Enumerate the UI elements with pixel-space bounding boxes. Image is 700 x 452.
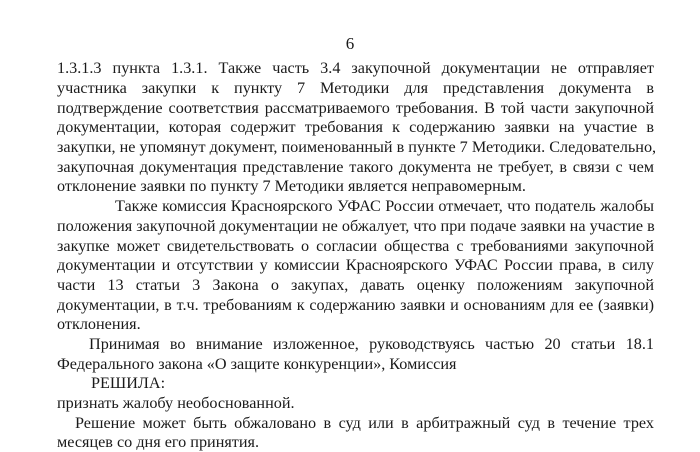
paragraph-3-line-1: Принимая во внимание изложенное, руководствуясь частью 20 статьи 18.1	[89, 335, 654, 353]
paragraph-2-line-2: положения закупочной документации не обжалует, что при подаче заявки на участие в	[57, 217, 655, 235]
paragraph-2-line-5: части 13 статьи 3 Закона о закупах, давать оценку положениям закупочной	[57, 276, 654, 294]
paragraph-3-line-2: Федерального закона «О защите конкуренции», Комиссия	[57, 355, 457, 373]
paragraph-1-line-4: документации, которая содержит требования к содержанию заявки на участие в	[57, 118, 654, 136]
decision-heading: РЕШИЛА:	[91, 374, 166, 392]
paragraph-1-line-1: 1.3.1.3 пункта 1.3.1. Также часть 3.4 закупочной документации не отправляет	[57, 59, 654, 77]
paragraph-1-line-3: подтверждение соответствия рассматриваемого требования. В той части закупочной	[57, 99, 654, 117]
appeal-line-1: Решение может быть обжаловано в суд или в арбитражный суд в течение трех	[75, 414, 654, 432]
paragraph-1-line-7: отклонение заявки по пункту 7 Методики является неправомерным.	[57, 177, 526, 195]
decision-text: признать жалобу необоснованной.	[57, 394, 295, 412]
appeal-line-2: месяцев со дня его принятия.	[57, 433, 260, 451]
paragraph-2-line-7: отклонения.	[57, 315, 141, 333]
paragraph-2-line-4: документации и отсутствии у комиссии Красноярского УФАС России права, в силу	[57, 256, 654, 274]
paragraph-1-line-6: закупочная документация представление такого документа не требует, в связи с чем	[57, 158, 654, 176]
page-number: 6	[345, 34, 355, 53]
paragraph-1-line-2: участника закупки к пункту 7 Методики для представления документа в	[57, 79, 654, 97]
paragraph-2-line-6: документации, в т.ч. требованиям к содержанию заявки и основаниям для ее (заявки)	[57, 296, 654, 314]
paragraph-2-line-3: закупке может свидетельствовать о согласии общества с требованиями закупочной	[57, 237, 654, 255]
paragraph-1-line-5: закупки, не упомянут документ, поименованный в пункте 7 Методики. Следовательно,	[57, 138, 657, 156]
paragraph-2-line-1: Также комиссия Красноярского УФАС России отмечает, что податель жалобы	[115, 197, 654, 215]
